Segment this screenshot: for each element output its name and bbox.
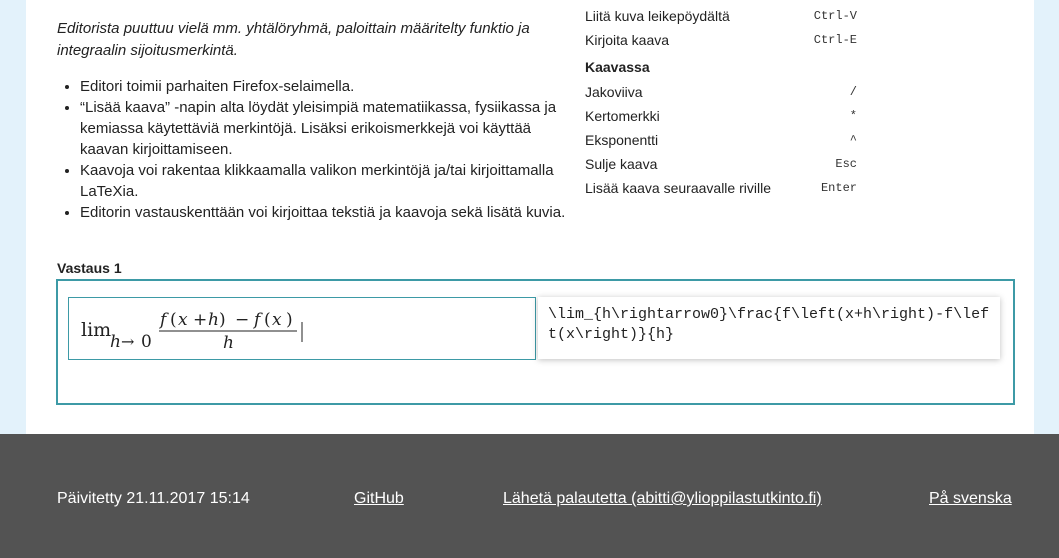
num-minus: − <box>235 310 250 330</box>
answer-label: Vastaus 1 <box>57 260 122 276</box>
shortcut-row <box>585 128 857 152</box>
formula-preview[interactable] <box>69 298 535 359</box>
shortcut-key: Esc <box>835 157 857 171</box>
updated-timestamp: Päivitetty 21.11.2017 15:14 <box>57 490 250 507</box>
intro-text: Editorista puuttuu vielä mm. yhtälöryhmä, paloittain määritelty funktio ja integraalin sijoitusmerkintä. <box>57 20 530 59</box>
num-x2: x <box>272 310 282 330</box>
shortcut-label: Liitä kuva leikepöydältä <box>585 8 730 24</box>
num-close2: ) <box>286 310 293 330</box>
shortcut-label: Kirjoita kaava <box>585 32 670 48</box>
shortcut-row <box>585 80 857 104</box>
shortcut-row <box>585 4 857 28</box>
shortcut-row <box>585 28 857 52</box>
sub-zero: 0 <box>141 332 152 352</box>
shortcut-row <box>585 152 857 176</box>
num-close1: ) <box>219 310 226 330</box>
shortcut-label: Lisää kaava seuraavalle riville <box>585 180 771 196</box>
shortcut-label: Jakoviiva <box>585 84 643 100</box>
sub-arrow: → <box>121 332 135 351</box>
swedish-language-link[interactable]: På svenska <box>929 490 1012 507</box>
list-item: • Editorin vastauskenttään voi kirjoittaa tekstiä ja kaavoja sekä lisätä kuvia. <box>80 202 570 223</box>
shortcut-heading: Kaavassa <box>585 59 650 75</box>
answer-field[interactable] <box>56 279 1015 405</box>
instructions-list <box>57 76 570 223</box>
shortcut-row <box>585 176 857 200</box>
num-x: x <box>178 310 188 330</box>
shortcut-key: * <box>849 109 857 123</box>
shortcut-key: Ctrl-V <box>813 9 857 23</box>
shortcut-key: Ctrl-E <box>813 33 857 47</box>
shortcut-row <box>585 104 857 128</box>
shortcut-label: Kertomerkki <box>585 108 660 124</box>
list-item: • “Lisää kaava” -napin alta löydät yleisimpiä matematiikassa, fysiikassa ja kemiassa käytettäviä merkintöjä. Lisäksi erikoismerkkejä voi käyttää kaavan kirjoittamiseen. <box>80 97 570 160</box>
sub-h: h <box>110 332 121 352</box>
footer <box>0 434 1059 558</box>
num-open1: ( <box>170 310 177 330</box>
shortcut-key: / <box>849 85 857 99</box>
math-editor[interactable] <box>68 297 536 360</box>
list-item: • Editori toimii parhaiten Firefox-selaimella. <box>80 76 570 97</box>
num-plus: + <box>193 310 208 330</box>
num-open2: ( <box>264 310 271 330</box>
den-h: h <box>223 333 234 353</box>
shortcut-key: ^ <box>849 133 857 147</box>
shortcut-key: Enter <box>820 181 857 195</box>
num-f1: f <box>160 310 167 330</box>
num-f2: f <box>254 310 261 330</box>
shortcut-label: Eksponentti <box>585 132 659 148</box>
keyboard-shortcuts <box>585 4 857 200</box>
shortcut-label: Sulje kaava <box>585 156 658 172</box>
list-item: • Kaavoja voi rakentaa klikkaamalla valikon merkintöjä ja/tai kirjoittamalla LaTeXia. <box>80 160 570 202</box>
lim-text: lim <box>81 319 112 341</box>
github-link[interactable]: GitHub <box>354 490 404 507</box>
num-h: h <box>208 310 219 330</box>
latex-source-input[interactable]: \lim_{h\rightarrow0}\frac{f\left(x+h\right)-f\left(x\right)}{h} <box>538 297 1000 359</box>
feedback-link[interactable]: Lähetä palautetta (abitti@ylioppilastutkinto.fi) <box>503 490 822 507</box>
